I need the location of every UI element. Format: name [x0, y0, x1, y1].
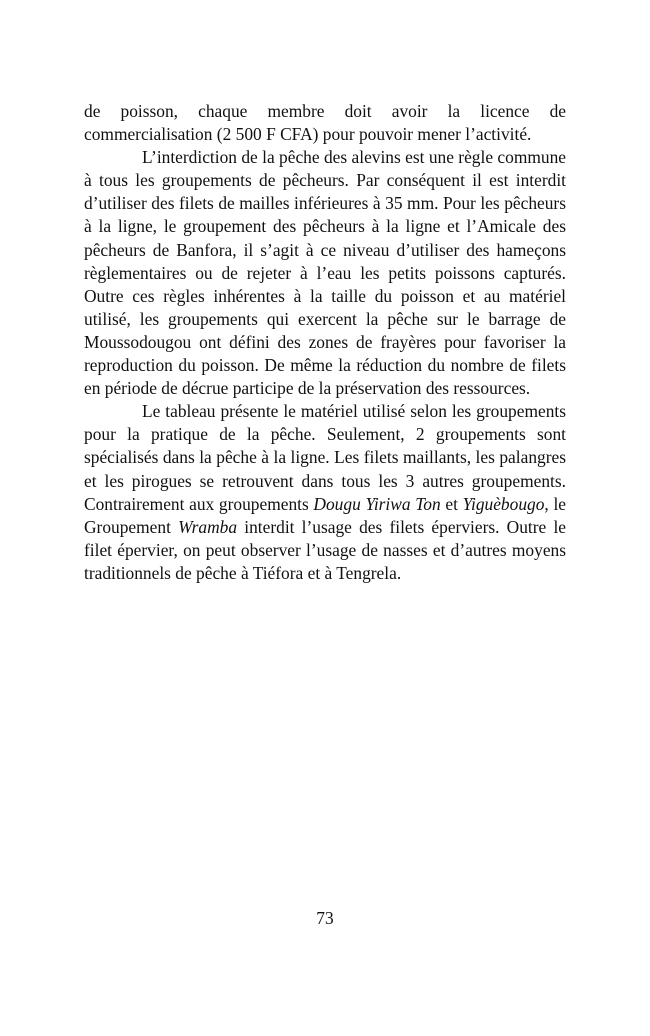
group-name-italic: Dougu Yiriwa Ton [313, 493, 441, 514]
page-number: 73 [316, 908, 334, 928]
paragraph-text-segment: et [440, 493, 463, 514]
paragraph-equipment [84, 400, 566, 585]
paragraph-text-segment: Le tableau présente le matériel utilisé selon les groupements pour la pratique de la pêche. Seulement, 2 groupements sont spécialisés dans la pêche à la ligne. Les filets maillants, les palangres et les pirogues se retrouvent dans tous les 3 autres groupements. Contrairement aux groupements [84, 401, 566, 514]
group-name-italic: Yiguèbougo [462, 493, 545, 514]
paragraph-text-segment: , le Groupement [84, 493, 566, 537]
paragraph-fishing-rules: L’interdiction de la pêche des alevins est une règle commune à tous les groupements de pêcheurs. Par conséquent il est interdit d’utiliser des filets de mailles inférieures à 35 mm. Pour les pêcheurs à la ligne, le groupement des pêcheurs à la ligne et l’Amicale des pêcheurs de Banfora, il s’agit à ce niveau d’utiliser des hameçons règlementaires ou de rejeter à l’eau les petits poissons capturés. Outre ces règles inhérentes à la taille du poisson et au matériel utilisé, les groupements qui exercent la pêche sur le barrage de Moussodougou ont défini des zones de frayères pour favoriser la reproduction du poisson. De même la réduction du nombre de filets en période de décrue participe de la préservation des ressources. [84, 147, 566, 399]
page-body [84, 100, 566, 585]
group-name-italic: Wramba [178, 516, 238, 537]
paragraph-text-segment: interdit l’usage des filets éperviers. Outre le filet épervier, on peut observer l’usage de nasses et d’autres moyens traditionnels de pêche à Tiéfora et à Tengrela. [84, 516, 567, 583]
paragraph-continuation: de poisson, chaque membre doit avoir la licence de commercialisation (2 500 F CFA) pour pouvoir mener l’activité. [84, 101, 566, 145]
